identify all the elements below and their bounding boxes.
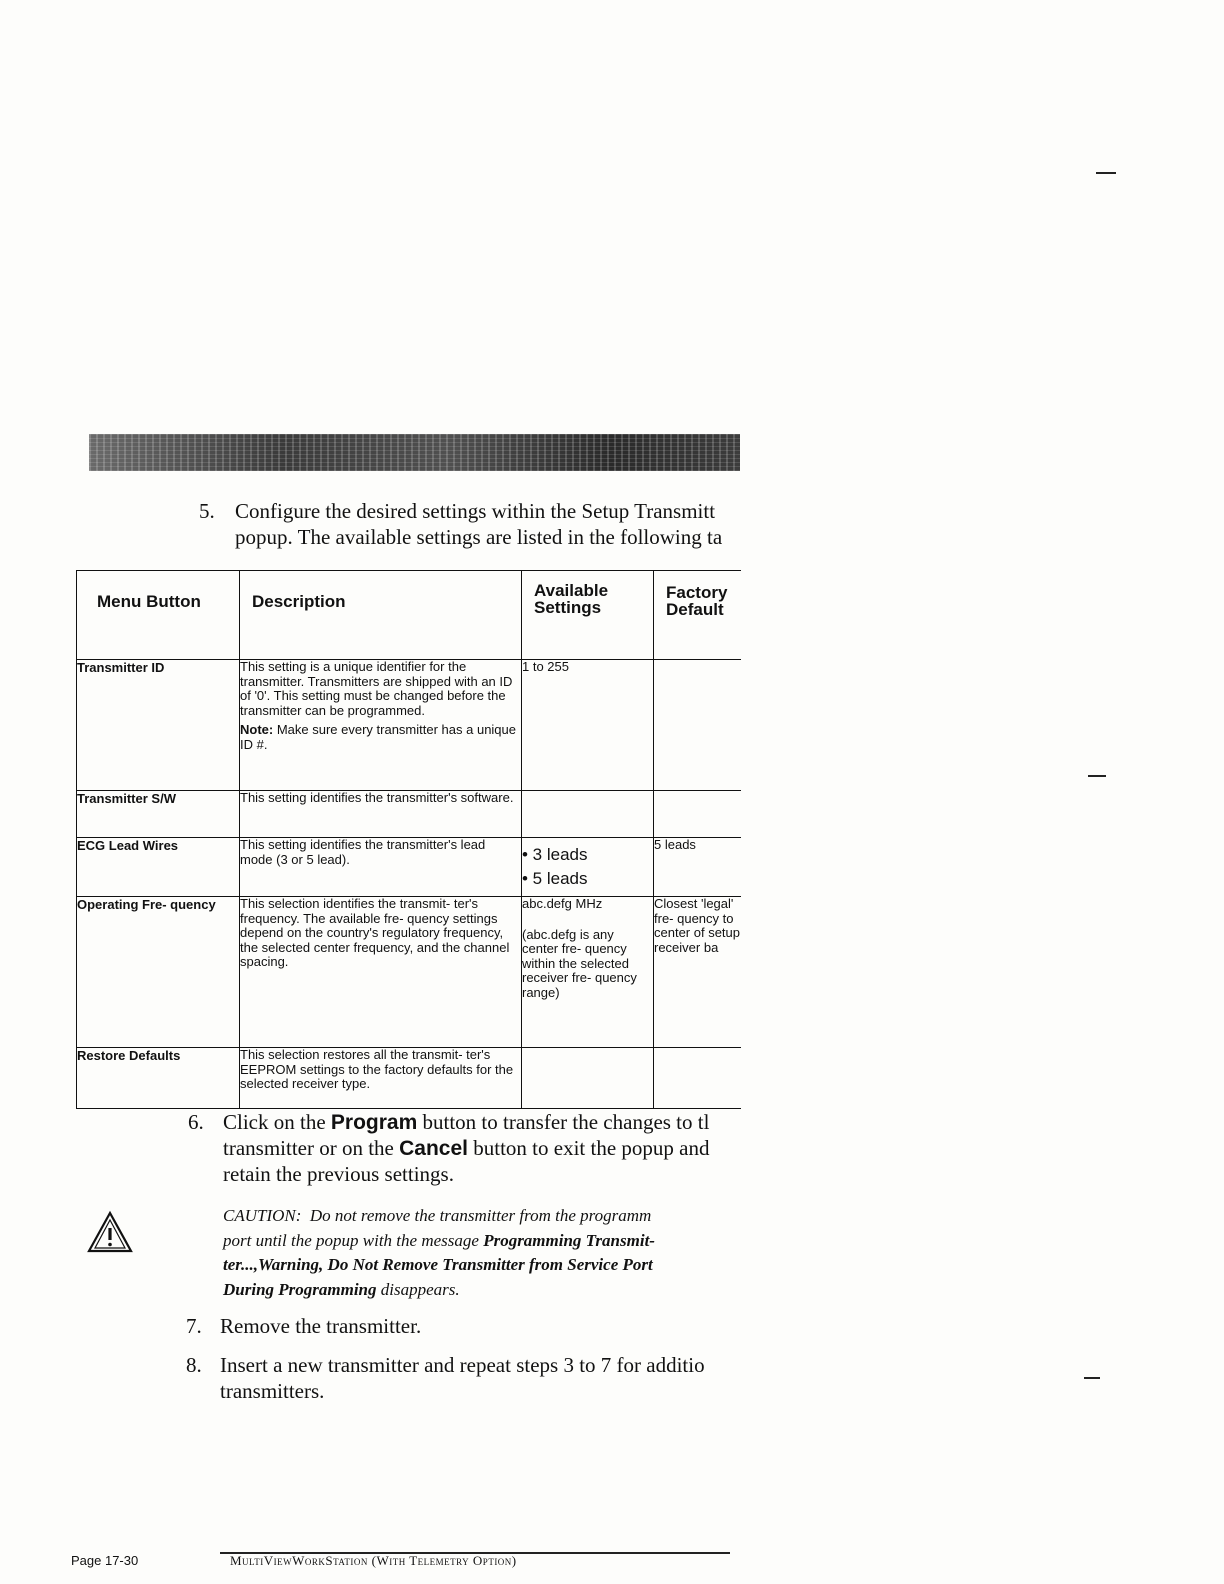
- default-cell: [654, 791, 741, 838]
- step-text-line: popup. The available settings are listed in the following ta: [235, 525, 723, 549]
- step-text-line: Remove the transmitter.: [220, 1314, 422, 1338]
- step-7: [186, 1313, 586, 1341]
- settings-value: abc.defg MHz: [522, 896, 603, 911]
- default-cell: 5 leads: [654, 838, 741, 897]
- table-row: [77, 1048, 741, 1109]
- caution-label: CAUTION:: [223, 1206, 302, 1225]
- step-text: transmitter or on the: [223, 1136, 400, 1160]
- table-row: [77, 897, 741, 1048]
- description-cell: This setting identifies the transmitter's software.: [240, 791, 522, 838]
- default-cell: [654, 1048, 741, 1109]
- caution-message: During Programming: [223, 1279, 377, 1299]
- settings-note: (abc.defg is any center fre- quency within the selected receiver fre- quency range): [522, 926, 637, 1000]
- caution-line: [223, 1204, 753, 1229]
- cancel-button-ref: Cancel: [399, 1137, 468, 1160]
- program-button-ref: Program: [330, 1111, 418, 1134]
- table-row: [77, 791, 741, 838]
- section-header-bar: [89, 434, 740, 471]
- menu-button-cell: Transmitter S/W: [77, 791, 240, 838]
- settings-cell: [522, 897, 654, 1048]
- step-5: [199, 498, 744, 552]
- step-number: 5.: [199, 499, 215, 523]
- description-cell: This selection identifies the transmit- ter's frequency. The available fre- quency settings depend on the country's regulatory frequency, the selected center frequency, and the channel spacing.: [240, 897, 522, 1048]
- caution-line: [223, 1253, 753, 1278]
- step-text: Click on the: [223, 1110, 331, 1134]
- footer-title: MultiViewWorkStation (With Telemetry Option): [230, 1553, 517, 1568]
- step-number: 6.: [188, 1110, 204, 1134]
- caution-body: port until the popup with the message: [223, 1230, 484, 1250]
- settings-cell: [522, 838, 654, 897]
- column-header: Available Settings: [522, 571, 654, 660]
- settings-cell: [522, 791, 654, 838]
- settings-cell: [522, 1048, 654, 1109]
- description-text: This setting is a unique identifier for the transmitter. Transmitters are shipped with an ID of '0'. This setting must be changed before the transmitter can be programmed.: [240, 659, 513, 718]
- step-text-line: Insert a new transmitter and repeat steps 3 to 7 for additio: [220, 1353, 705, 1377]
- description-cell: [240, 660, 522, 791]
- column-header: Factory Default: [654, 571, 741, 660]
- caution-line: [223, 1229, 753, 1254]
- margin-mark: [1084, 1377, 1100, 1379]
- warning-triangle-icon: [86, 1210, 134, 1254]
- step-8: [186, 1352, 746, 1406]
- settings-cell: 1 to 255: [522, 660, 654, 791]
- column-header: Menu Button: [77, 571, 240, 660]
- step-6: [188, 1109, 748, 1189]
- margin-mark: [1088, 775, 1106, 777]
- caution-body: Do not remove the transmitter from the programm: [301, 1206, 652, 1225]
- description-cell: This setting identifies the transmitter's lead mode (3 or 5 lead).: [240, 838, 522, 897]
- menu-button-cell: Restore Defaults: [77, 1048, 240, 1109]
- margin-mark: [1096, 172, 1116, 174]
- default-cell: Closest 'legal' fre- quency to center of setup receiver ba: [654, 897, 741, 1048]
- caution-text: [223, 1204, 753, 1302]
- settings-option: • 5 leads: [522, 869, 588, 888]
- note-body: Make sure every transmitter has a unique ID #.: [240, 722, 516, 752]
- menu-button-cell: ECG Lead Wires: [77, 838, 240, 897]
- settings-option: • 3 leads: [522, 845, 588, 864]
- caution-message: Programming Transmit-: [483, 1230, 655, 1250]
- note-label: Note:: [240, 722, 274, 737]
- step-text-line: [223, 1135, 709, 1162]
- menu-button-cell: Operating Fre- quency: [77, 897, 240, 1048]
- page-number: Page 17-30: [71, 1553, 139, 1568]
- step-text-line: retain the previous settings.: [223, 1162, 454, 1186]
- menu-button-cell: Transmitter ID: [77, 660, 240, 791]
- default-cell: [654, 660, 741, 791]
- step-text-line: transmitters.: [220, 1379, 325, 1403]
- caution-message: ter...,Warning, Do Not Remove Transmitter from Service Port: [223, 1255, 653, 1274]
- step-number: 7.: [186, 1314, 202, 1338]
- caution-line: [223, 1278, 753, 1303]
- step-text: button to exit the popup and: [468, 1136, 710, 1160]
- step-text-line: Configure the desired settings within the Setup Transmitt: [235, 499, 716, 523]
- note-text: [240, 723, 521, 752]
- table-row: [77, 660, 741, 791]
- step-text: button to transfer the changes to tl: [417, 1110, 710, 1134]
- caution-body: disappears.: [376, 1279, 460, 1299]
- table-row: [77, 838, 741, 897]
- table-header-row: [77, 571, 741, 660]
- step-text-line: [223, 1109, 709, 1136]
- step-number: 8.: [186, 1353, 202, 1377]
- column-header: Description: [240, 571, 522, 660]
- description-cell: This selection restores all the transmit- ter's EEPROM settings to the factory defaults for the selected receiver type.: [240, 1048, 522, 1109]
- settings-table: [76, 570, 741, 1109]
